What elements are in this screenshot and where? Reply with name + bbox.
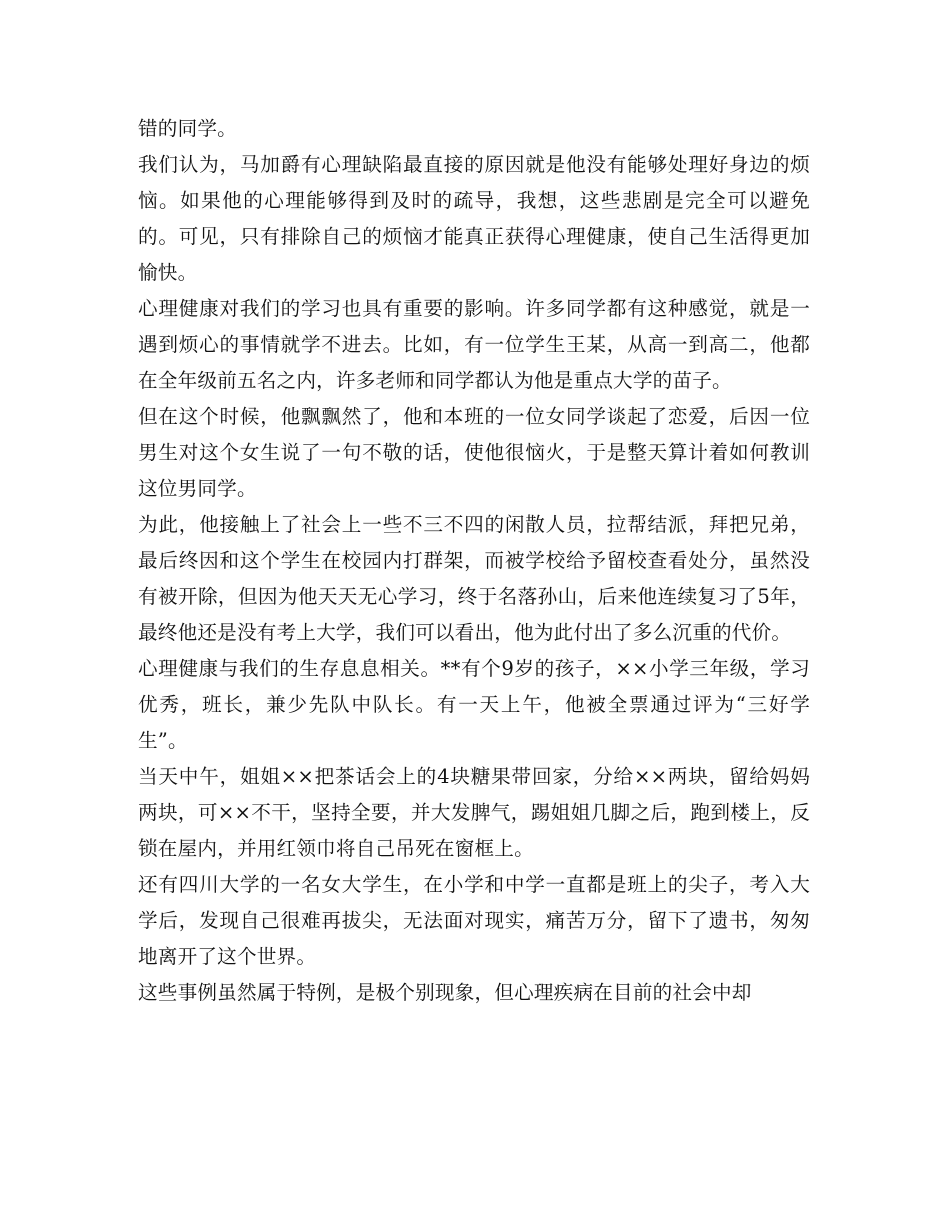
document-body	[138, 111, 810, 1011]
paragraph-4: 但在这个时候，他飘飘然了，他和本班的一位女同学谈起了恋爱，后因一位男生对这个女生说了一句不敬的话，使他很恼火，于是整天算计着如何教训这位男同学。	[138, 405, 810, 500]
paragraph-1: 错的同学。	[138, 117, 237, 140]
paragraph-3: 心理健康对我们的学习也具有重要的影响。许多同学都有这种感觉，就是一遇到烦心的事情就学不进去。比如，有一位学生王某，从高一到高二，他都在全年级前五名之内，许多老师和同学都认为他是重点大学的苗子。	[138, 297, 810, 392]
paragraph-2: 我们认为，马加爵有心理缺陷最直接的原因就是他没有能够处理好身边的烦恼。如果他的心理能够得到及时的疏导，我想，这些悲剧是完全可以避免的。可见，只有排除自己的烦恼才能真正获得心理健康，使自己生活得更加愉快。	[138, 153, 810, 284]
paragraph-5: 为此，他接触上了社会上一些不三不四的闲散人员，拉帮结派，拜把兄弟，最后终因和这个学生在校园内打群架，而被学校给予留校查看处分，虽然没有被开除，但因为他天天无心学习，终于名落孙山，后来他连续复习了5年，最终他还是没有考上大学，我们可以看出，他为此付出了多么沉重的代价。	[138, 513, 810, 644]
paragraph-7: 当天中午，姐姐××把茶话会上的4块糖果带回家，分给××两块，留给妈妈两块，可××不干，坚持全要，并大发脾气，踢姐姐几脚之后，跑到楼上，反锁在屋内，并用红领巾将自己吊死在窗框上。	[138, 765, 810, 860]
paragraph-9: 这些事例虽然属于特例，是极个别现象，但心理疾病在目前的社会中却	[138, 981, 752, 1004]
paragraph-8: 还有四川大学的一名女大学生，在小学和中学一直都是班上的尖子，考入大学后，发现自己很难再拔尖，无法面对现实，痛苦万分，留下了遗书，匆匆地离开了这个世界。	[138, 873, 810, 968]
paragraph-6: 心理健康与我们的生存息息相关。**有个9岁的孩子，××小学三年级，学习优秀，班长，兼少先队中队长。有一天上午，他被全票通过评为“三好学生”。	[138, 657, 810, 752]
